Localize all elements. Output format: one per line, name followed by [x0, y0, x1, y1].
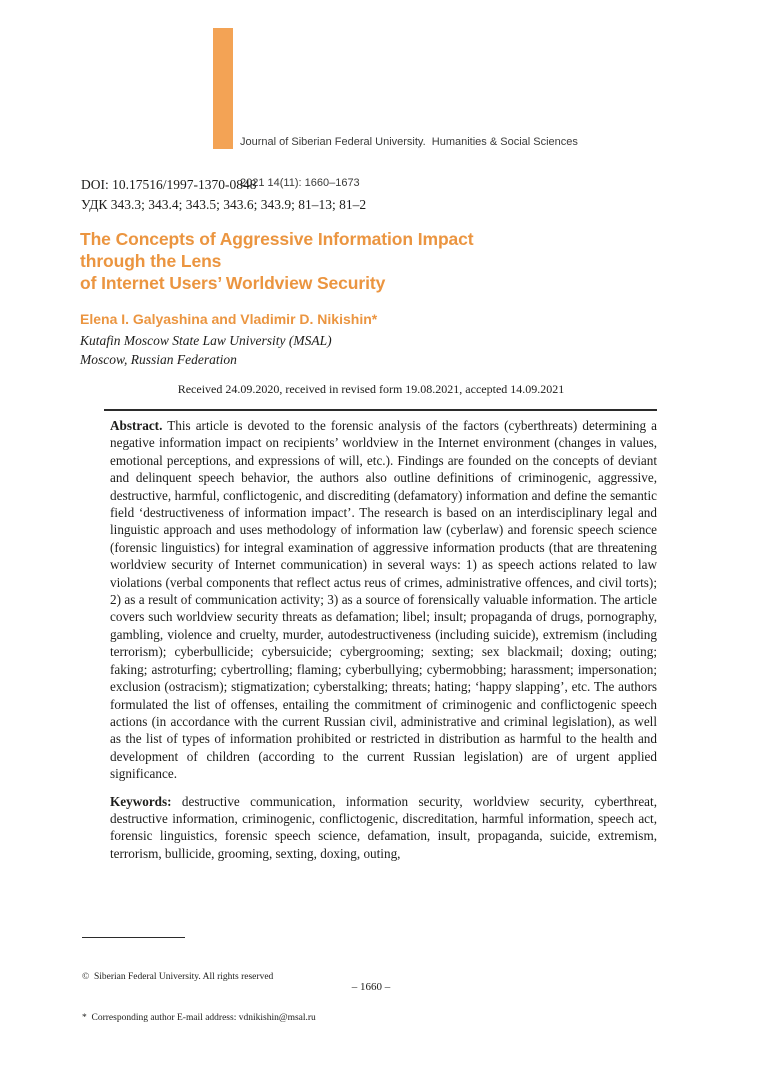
- abstract-divider-rule: [104, 409, 657, 411]
- page-number: – 1660 –: [351, 981, 391, 993]
- article-title-line: through the Lens: [80, 251, 222, 271]
- journal-issue-info: 2021 14(11): 1660–1673: [240, 176, 360, 189]
- abstract-section: [110, 417, 657, 862]
- affiliation-city: Moscow, Russian Federation: [80, 352, 237, 367]
- affiliation-block: [80, 331, 332, 369]
- abstract-text: This article is devoted to the forensic analysis of the factors (cyberthreats) determining a negative information impact on recipients’ worldview in the Internet environment (changes in values, emotional perceptions, and expressions of will, etc.). Findings are founded on the concepts of deviant and delinquent speech behavior, the authors also outline definitions of criminogenic, aggressive, destructive, harmful, conflictogenic, and discrediting (defamatory) information and define the semantic field ‘destructiveness of information impact’. The research is based on an interdisciplinary legal and linguistic approach and uses methodology of information law (cyberlaw) and forensic speech science (forensic linguistics) for integral examination of aggressive information products (that are threatening worldview security of Internet communication) in several ways: 1) as speech actions related to law violations (verbal components that reflect actus reus of crimes, administrative offences, and civil torts); 2) as a result of communication activity; 3) as a source of forensically valuable information. The article covers such worldview security threats as defamation; libel; insult; propaganda of drugs, pornography, gambling, violence and cruelty, murder, autodestructiveness (including suicide), extremism (including terrorism); cyberbullicide; cybersuicide; cybergrooming; sexting; sex blackmail; doxing; outing; faking; astroturfing; cybertrolling; flaming; cyberbullying; cybermobbing; harassment; impersonation; exclusion (ostracism); stigmatization; cyberstalking; threats; hating; ‘happy slapping’, etc. The authors formulated the list of offenses, entailing the commitment of criminogenic and conflictogenic speech actions (in accordance with the current Russian civil, administrative and criminal legislation), as well as the list of types of information prohibited or restricted in distribution as harmful to the health and development of children (according to the current Russian legislation) are of urgent applied significance.: [110, 418, 658, 782]
- journal-name: Journal of Siberian Federal University. Humanities & Social Sciences: [240, 136, 578, 148]
- received-dates-line: Received 24.09.2020, received in revised form 19.08.2021, accepted 14.09.2021: [177, 382, 565, 396]
- article-identifiers: [81, 175, 366, 215]
- udk-line: УДК 343.3; 343.4; 343.5; 343.6; 343.9; 81–13; 81–2: [81, 197, 367, 212]
- copyright-footnote: © Siberian Federal University. All rights reserved: [82, 972, 274, 982]
- footnote-divider-rule: [82, 937, 185, 938]
- keywords-label: Keywords:: [110, 793, 172, 809]
- article-title: [80, 228, 474, 294]
- keywords-paragraph: [110, 793, 657, 863]
- authors-line: Elena I. Galyashina and Vladimir D. Nikishin*: [80, 311, 378, 327]
- article-title-line: The Concepts of Aggressive Information Impact: [80, 229, 474, 249]
- corresponding-author-footnote: * Corresponding author E-mail address: vdnikishin@msal.ru: [82, 1012, 316, 1023]
- abstract-label: Abstract.: [110, 418, 163, 433]
- affiliation-university: Kutafin Moscow State Law University (MSAL): [80, 333, 332, 348]
- abstract-paragraph: [110, 417, 657, 783]
- keywords-text: destructive communication, information security, worldview security, cyberthreat, destructive information, criminogenic, conflictogenic, discreditation, harmful information, speech act, forensic linguistics, forensic speech science, defamation, insult, propaganda, suicide, extremism, terrorism, bullicide, grooming, sexting, doxing, outing,: [110, 793, 657, 861]
- article-title-line: of Internet Users’ Worldview Security: [80, 273, 386, 293]
- footnotes-block: [82, 944, 316, 1052]
- doi-line: DOI: 10.17516/1997-1370-0848: [81, 177, 257, 192]
- journal-accent-bar: [213, 28, 233, 149]
